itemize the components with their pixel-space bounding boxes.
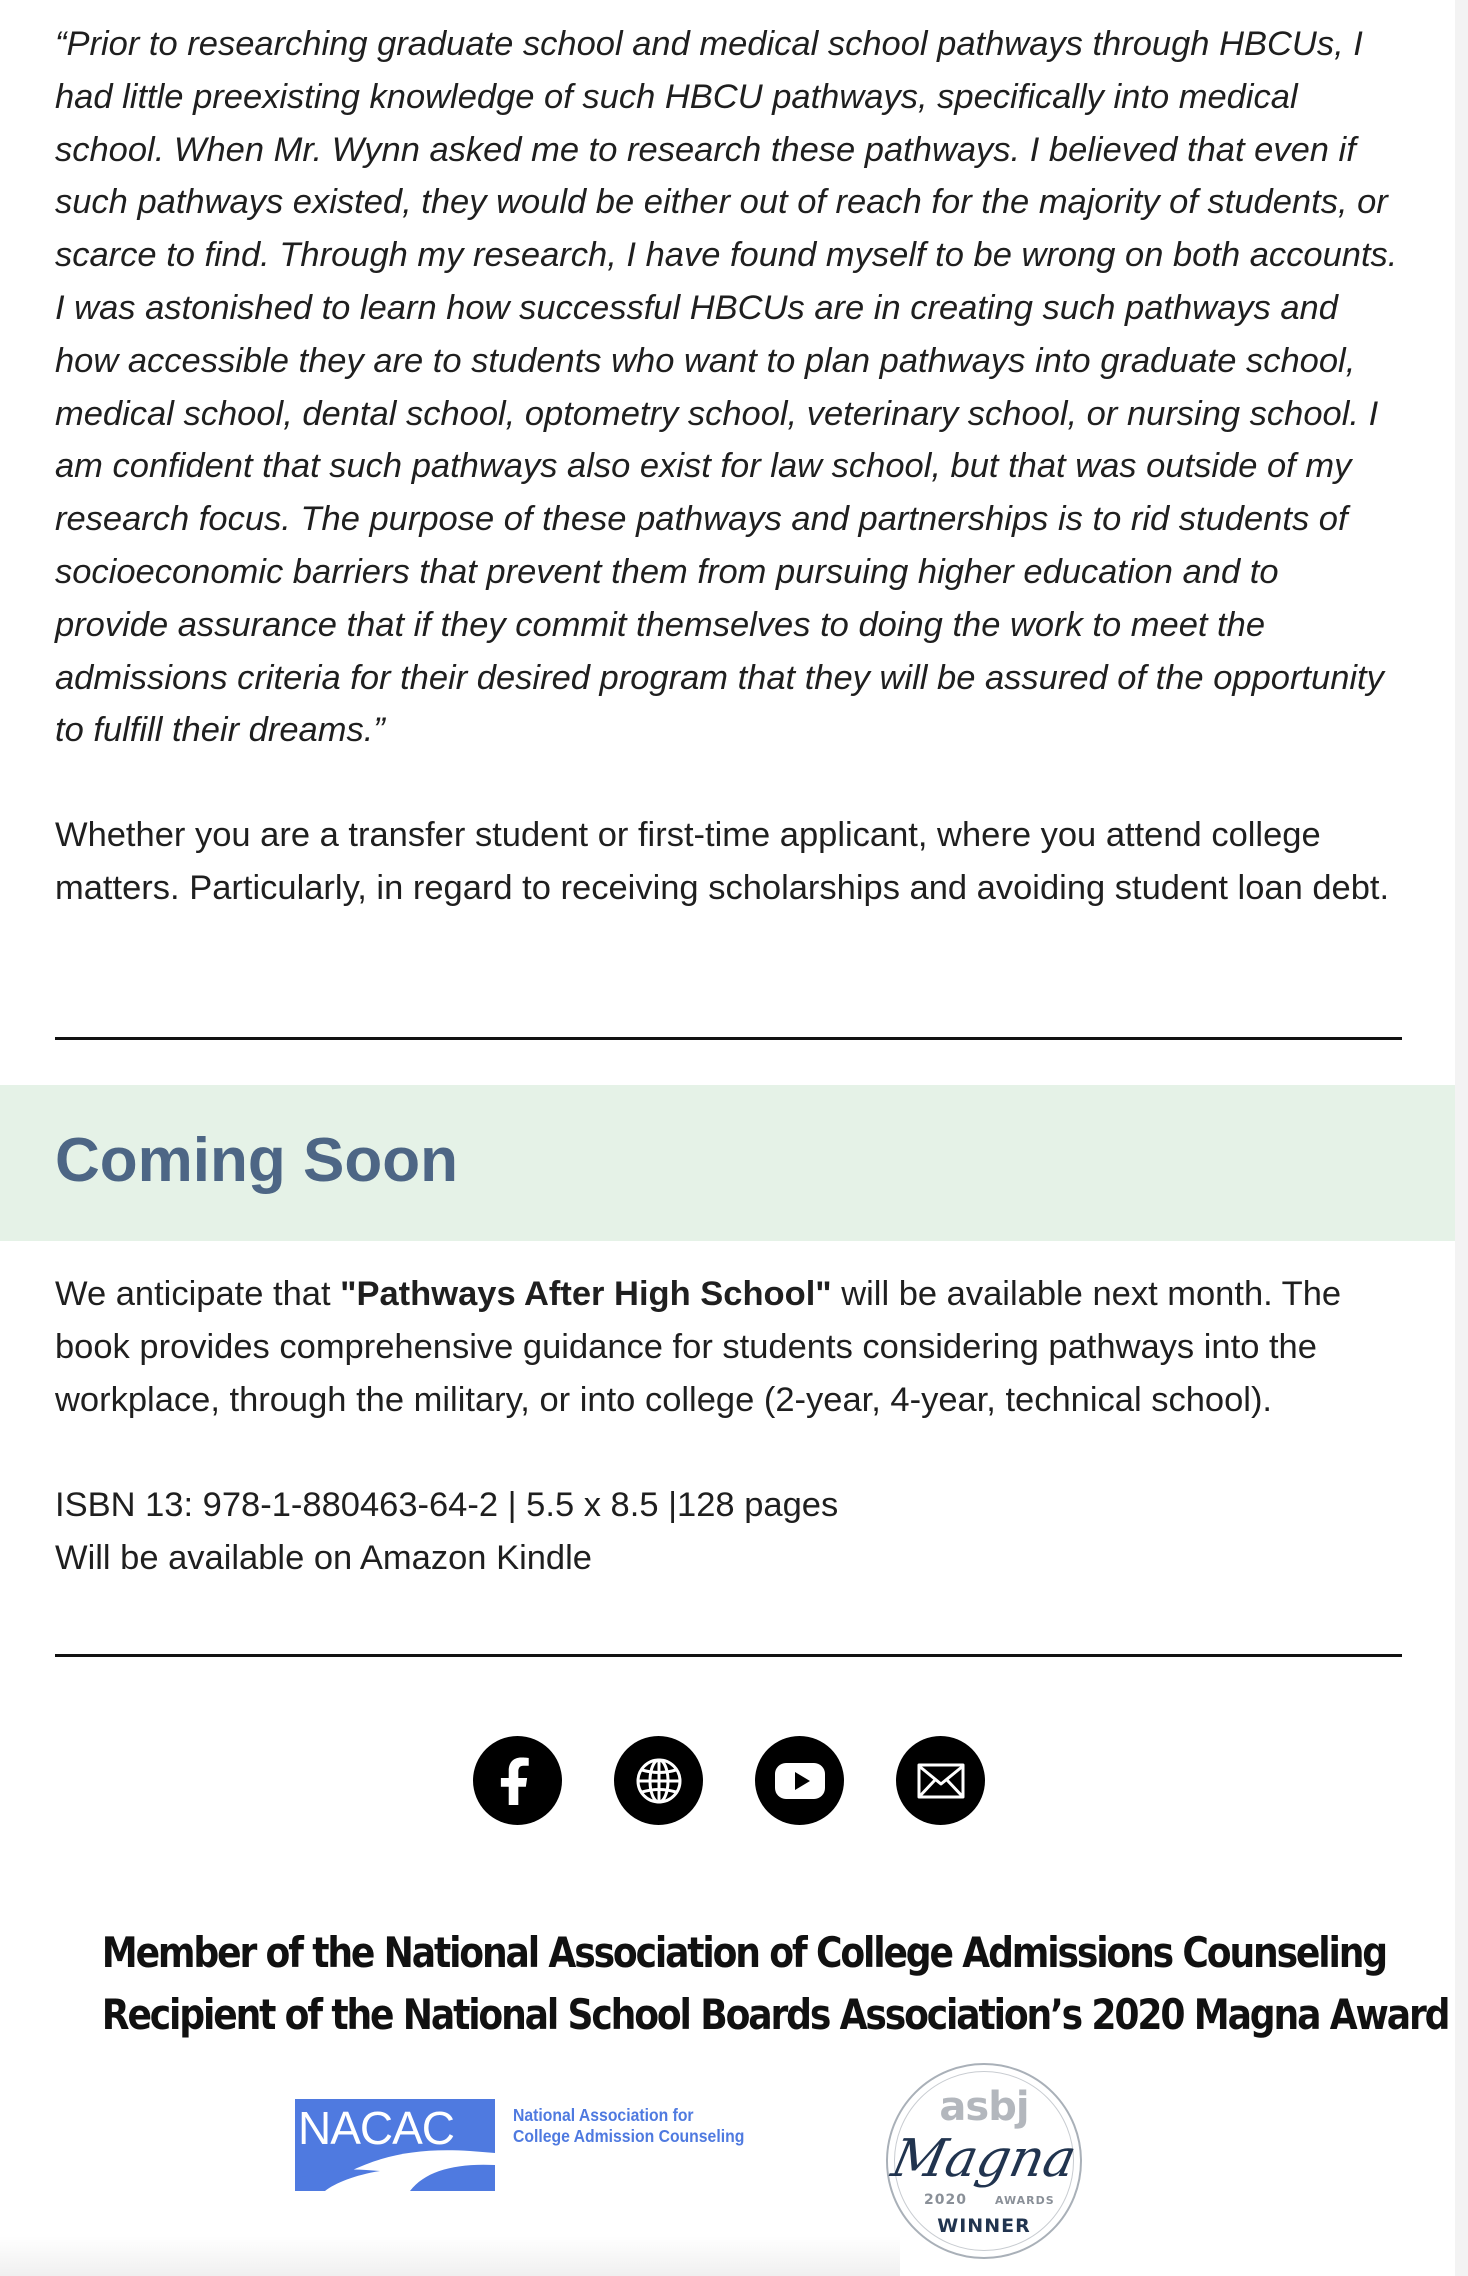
divider-top bbox=[55, 1037, 1402, 1040]
magna-winner-label: WINNER bbox=[937, 2215, 1031, 2237]
nacac-logo bbox=[295, 2099, 495, 2191]
nacac-name-line1: National Association for bbox=[513, 2105, 694, 2125]
nacac-name-line2: College Admission Counseling bbox=[513, 2126, 745, 2146]
intro-paragraph: Whether you are a transfer student or first-time applicant, where you attend college matters. Particularly, in regard to receiving scholarships and avoiding student loan debt. bbox=[55, 816, 1390, 907]
nacac-full-name bbox=[513, 2105, 744, 2147]
website-button[interactable] bbox=[614, 1736, 703, 1825]
youtube-button[interactable] bbox=[755, 1736, 844, 1825]
coming-soon-text-after: will be available next month. The book provides comprehensive guidance for students considering pathways into the workplace, through the military, or into college (2-year, 4-year, technical school). bbox=[55, 1275, 1342, 1419]
availability-line: Will be available on Amazon Kindle bbox=[55, 1538, 592, 1577]
isbn-line: ISBN 13: 978-1-880463-64-2 | 5.5 x 8.5 |128 pages bbox=[55, 1486, 839, 1524]
coming-soon-text-before: We anticipate that bbox=[55, 1275, 341, 1313]
book-details bbox=[55, 1479, 1400, 1585]
magna-brand: asbj bbox=[939, 2084, 1029, 2130]
membership-credits bbox=[101, 1922, 1449, 2046]
student-quote: “Prior to researching graduate school and medical school pathways through HBCUs, I had little preexisting knowledge of such HBCU pathways, specifically into medical school. When Mr. Wynn asked me to research these pathways. I believed that even if such pathways existed, they would be either out of reach for the majority of students, or scarce to find. Through my research, I have found myself to be wrong on both accounts. I was astonished to learn how successful HBCUs are in creating such pathways and how accessible they are to students who want to plan pathways into graduate school, medical school, dental school, optometry school, veterinary school, or nursing school. I am confident that such pathways also exist for law school, but that was outside of my research focus. The purpose of these pathways and partnerships is to rid students of socioeconomic barriers that prevent them from pursuing higher education and to provide assurance that if they commit themselves to doing the work to meet the admissions criteria for their desired program that they will be assured of the opportunity to fulfill their dreams.” bbox=[55, 25, 1398, 750]
membership-line: Member of the National Association of College Admissions Counseling bbox=[101, 1928, 1387, 1977]
youtube-icon bbox=[774, 1762, 826, 1800]
magna-year: 2020 bbox=[924, 2192, 967, 2208]
coming-soon-heading: Coming Soon bbox=[55, 1126, 458, 1195]
coming-soon-banner bbox=[0, 1085, 1455, 1241]
social-links bbox=[0, 1736, 1455, 1826]
magna-award-badge bbox=[886, 2063, 1082, 2259]
page-edge bbox=[1455, 0, 1468, 2276]
award-line: Recipient of the National School Boards Association’s 2020 Magna Award bbox=[101, 1990, 1449, 2039]
coming-soon-paragraph bbox=[55, 1268, 1400, 1426]
mail-icon bbox=[917, 1763, 965, 1799]
nacac-logo-letters: NACAC bbox=[298, 2102, 455, 2154]
magna-awards-label: AWARDS bbox=[995, 2194, 1055, 2207]
globe-icon bbox=[634, 1756, 684, 1806]
facebook-button[interactable] bbox=[473, 1736, 562, 1825]
divider-bottom bbox=[55, 1654, 1402, 1657]
bottom-shade bbox=[0, 2236, 900, 2276]
facebook-icon bbox=[498, 1757, 538, 1805]
nacac-swoosh-graphic bbox=[295, 2099, 495, 2191]
email-button[interactable] bbox=[896, 1736, 985, 1825]
book-title: "Pathways After High School" bbox=[340, 1275, 832, 1313]
magna-script: Magna bbox=[886, 2129, 1082, 2189]
